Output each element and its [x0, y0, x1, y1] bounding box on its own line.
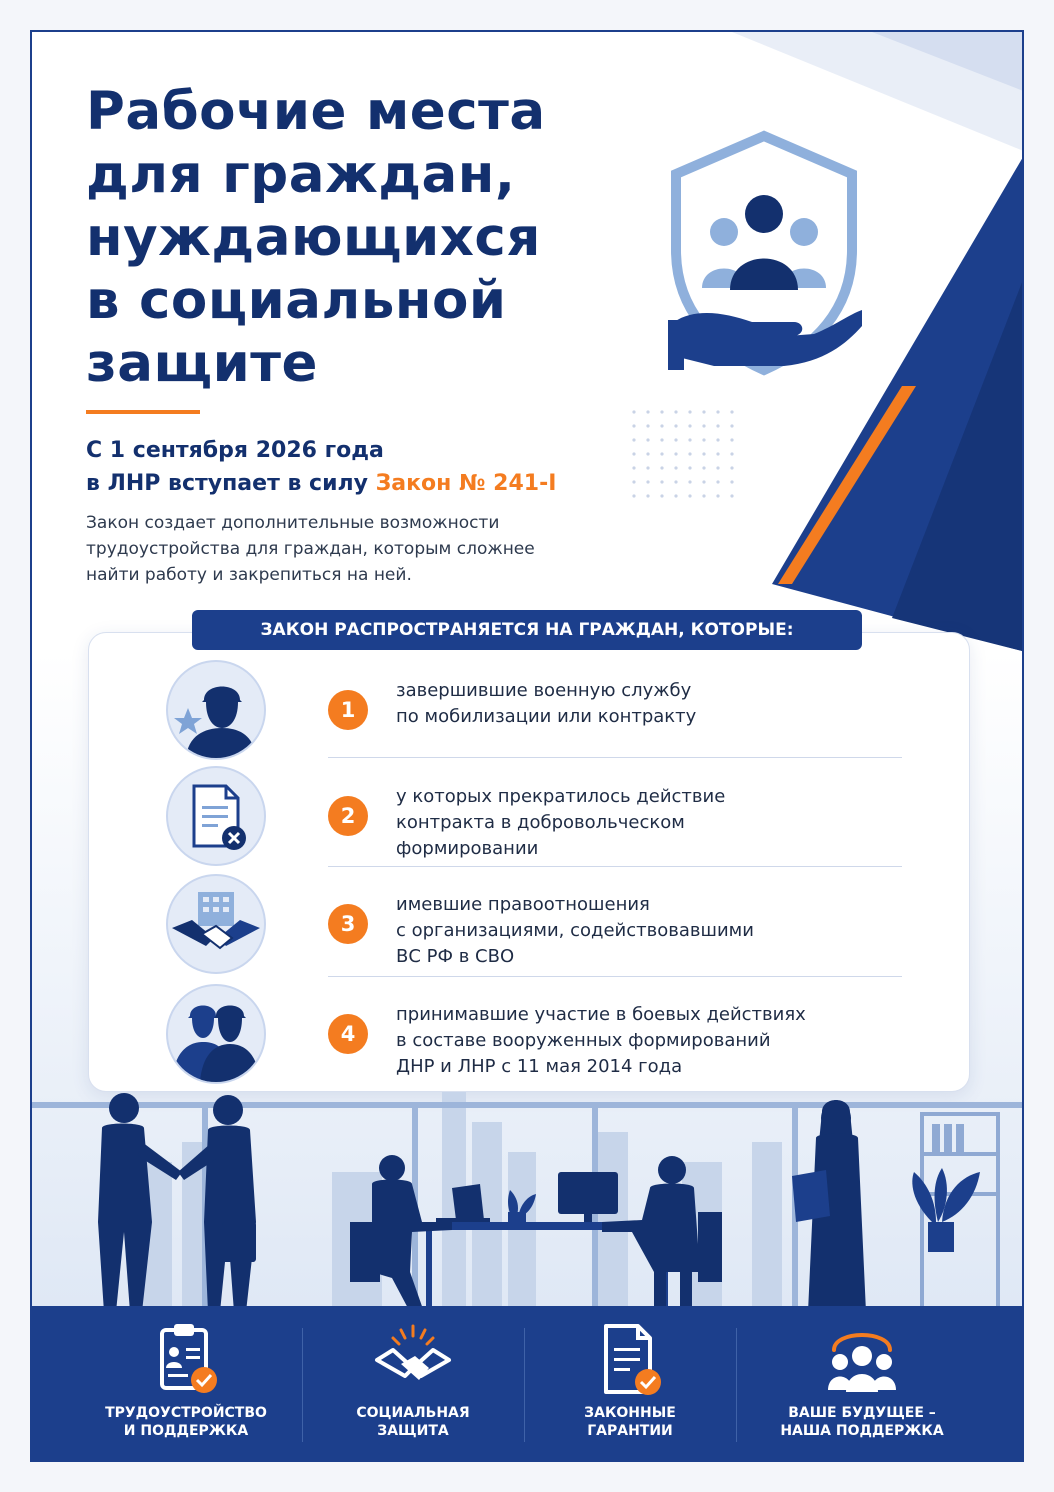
- title-accent-line: [86, 410, 200, 414]
- feature-our-support: [742, 1306, 982, 1462]
- list-item: [166, 766, 936, 866]
- item-text: [396, 784, 896, 862]
- list-item: [166, 984, 936, 1084]
- feature-label-line: ЗАКОННЫЕ: [584, 1405, 676, 1421]
- footer-divider: [736, 1328, 737, 1442]
- item-text-line: с организациями, содействовавшими: [396, 920, 754, 941]
- soldier-icon: [166, 660, 266, 760]
- list-separator: [328, 976, 902, 977]
- subtitle-line-2: [86, 467, 556, 500]
- eligibility-card-header: ЗАКОН РАСПРОСТРАНЯЕТСЯ НА ГРАЖДАН, КОТОРЫЕ:: [192, 610, 862, 650]
- item-text-line: ВС РФ в СВО: [396, 946, 515, 967]
- item-text: [396, 1002, 896, 1080]
- feature-social-protection: [308, 1306, 518, 1462]
- footer-bar: [32, 1306, 1024, 1462]
- item-text-line: в составе вооруженных формирований: [396, 1030, 771, 1051]
- title-line-4: в социальной: [86, 270, 507, 331]
- item-text-line: принимавшие участие в боевых действиях: [396, 1004, 806, 1025]
- title-line-5: защите: [86, 333, 318, 394]
- document-cancel-icon: [166, 766, 266, 866]
- feature-label-line: ЗАЩИТА: [377, 1423, 449, 1439]
- feature-label-line: ТРУДОУСТРОЙСТВО: [105, 1405, 267, 1421]
- subtitle-line-1: С 1 сентября 2026 года: [86, 438, 384, 463]
- title-line-1: Рабочие места: [86, 81, 546, 142]
- feature-label-line: ВАШЕ БУДУЩЕЕ –: [788, 1405, 936, 1421]
- title-line-2: для граждан,: [86, 144, 516, 205]
- list-item: [166, 874, 936, 974]
- item-text-line: ДНР и ЛНР с 11 мая 2014 года: [396, 1056, 683, 1077]
- feature-employment: [76, 1306, 296, 1462]
- subtitle-prefix: в ЛНР вступает в силу: [86, 471, 376, 496]
- feature-label-line: СОЦИАЛЬНАЯ: [356, 1405, 470, 1421]
- item-text-line: контракта в добровольческом: [396, 812, 685, 833]
- item-text-line: у которых прекратилось действие: [396, 786, 726, 807]
- item-text-line: формировании: [396, 838, 539, 859]
- feature-label-line: И ПОДДЕРЖКА: [123, 1423, 249, 1439]
- feature-label: [76, 1404, 296, 1440]
- effective-date-subtitle: [86, 434, 556, 500]
- list-separator: [328, 757, 902, 758]
- page-title: [86, 80, 546, 395]
- item-text: [396, 678, 896, 730]
- item-text-line: завершившие военную службу: [396, 680, 692, 701]
- title-line-3: нуждающихся: [86, 207, 541, 268]
- law-description: Закон создает дополнительные возможности трудоустройства для граждан, которым сложнее найти работу и закрепиться на ней.: [86, 513, 535, 585]
- dot-pattern: [632, 410, 733, 497]
- feature-label: [308, 1404, 518, 1440]
- document-check-icon: [590, 1320, 670, 1400]
- footer-divider: [302, 1328, 303, 1442]
- footer-divider: [524, 1328, 525, 1442]
- item-text-line: по мобилизации или контракту: [396, 706, 697, 727]
- feature-label: [530, 1404, 730, 1440]
- feature-label-line: НАША ПОДДЕРЖКА: [780, 1423, 944, 1439]
- clipboard-check-icon: [146, 1320, 226, 1400]
- list-separator: [328, 866, 902, 867]
- item-number: 4: [328, 1014, 368, 1054]
- item-number: 3: [328, 904, 368, 944]
- item-text: [396, 892, 896, 970]
- shield-people-icon: [664, 130, 864, 380]
- handshake-icon: [373, 1320, 453, 1400]
- handshake-building-icon: [166, 874, 266, 974]
- feature-label: [742, 1404, 982, 1440]
- item-number: 2: [328, 796, 368, 836]
- soldiers-icon: [166, 984, 266, 1084]
- group-icon: [822, 1320, 902, 1400]
- item-text-line: имевшие правоотношения: [396, 894, 650, 915]
- office-scene-illustration: [32, 1072, 1024, 1312]
- feature-label-line: ГАРАНТИИ: [587, 1423, 673, 1439]
- item-number: 1: [328, 690, 368, 730]
- poster-frame: [30, 30, 1024, 1462]
- law-number: Закон № 241-I: [375, 471, 557, 496]
- list-item: [166, 660, 936, 760]
- feature-legal-guarantees: [530, 1306, 730, 1462]
